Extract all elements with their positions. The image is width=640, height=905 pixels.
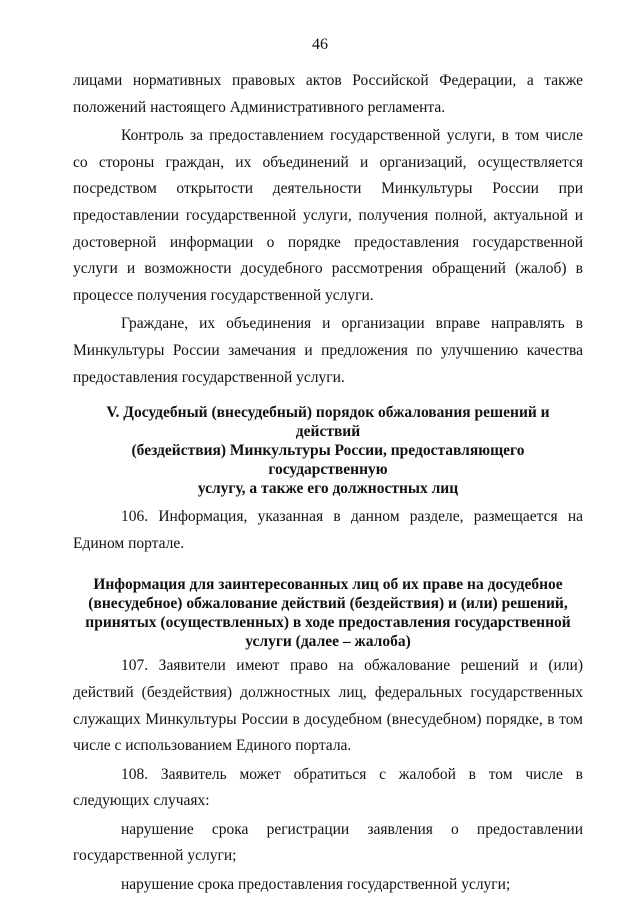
paragraph-107: 107. Заявители имеют право на обжалование решений и (или) действий (бездействия) должностных лиц, федеральных государственных служащих Минкультуры России в досудебном (внесудебном) порядке, в том числе с использованием Единого портала.: [73, 657, 583, 755]
section-heading-line: (бездействия) Минкультуры России, предоставляющего государственную: [131, 442, 525, 479]
paragraph: Контроль за предоставлением государственной услуги, в том числе со стороны граждан, их объединений и организаций, осуществляется посредством открытости деятельности Минкультуры России при предоставлении государственной услуги, получения полной, актуальной и достоверной информации о порядке предоставления государственной услуги и возможности досудебного рассмотрения обращений (жалоб) в процессе получения государственной услуги.: [73, 127, 583, 304]
list-item: нарушение срока предоставления государственной услуги;: [121, 876, 511, 894]
section-heading-line: услугу, а также его должностных лиц: [197, 480, 459, 498]
info-heading-line: принятых (осуществленных) в ходе предоставления государственной: [85, 614, 571, 632]
section-heading-line: V. Досудебный (внесудебный) порядок обжалования решений и действий: [106, 404, 550, 441]
paragraph: лицами нормативных правовых актов Российской Федерации, а также положений настоящего Административного регламента.: [73, 72, 583, 116]
paragraph: Граждане, их объединения и организации вправе направлять в Минкультуры России замечания и предложения по улучшению качества предоставления государственной услуги.: [73, 315, 583, 386]
info-heading-line: (внесудебное) обжалование действий (бездействия) и (или) решений,: [88, 595, 568, 613]
info-heading: [73, 575, 583, 651]
paragraph-106: 106. Информация, указанная в данном разделе, размещается на Едином портале.: [73, 508, 583, 552]
section-heading: [73, 403, 583, 498]
page-number: 46: [312, 36, 328, 53]
list-item: нарушение срока регистрации заявления о предоставлении государственной услуги;: [73, 820, 583, 865]
paragraph-108: 108. Заявитель может обратиться с жалобой в том числе в следующих случаях:: [73, 765, 583, 810]
document-body: [73, 68, 583, 899]
info-heading-line: Информация для заинтересованных лиц об их праве на досудебное: [93, 576, 563, 594]
info-heading-line: услуги (далее – жалоба): [245, 633, 411, 651]
